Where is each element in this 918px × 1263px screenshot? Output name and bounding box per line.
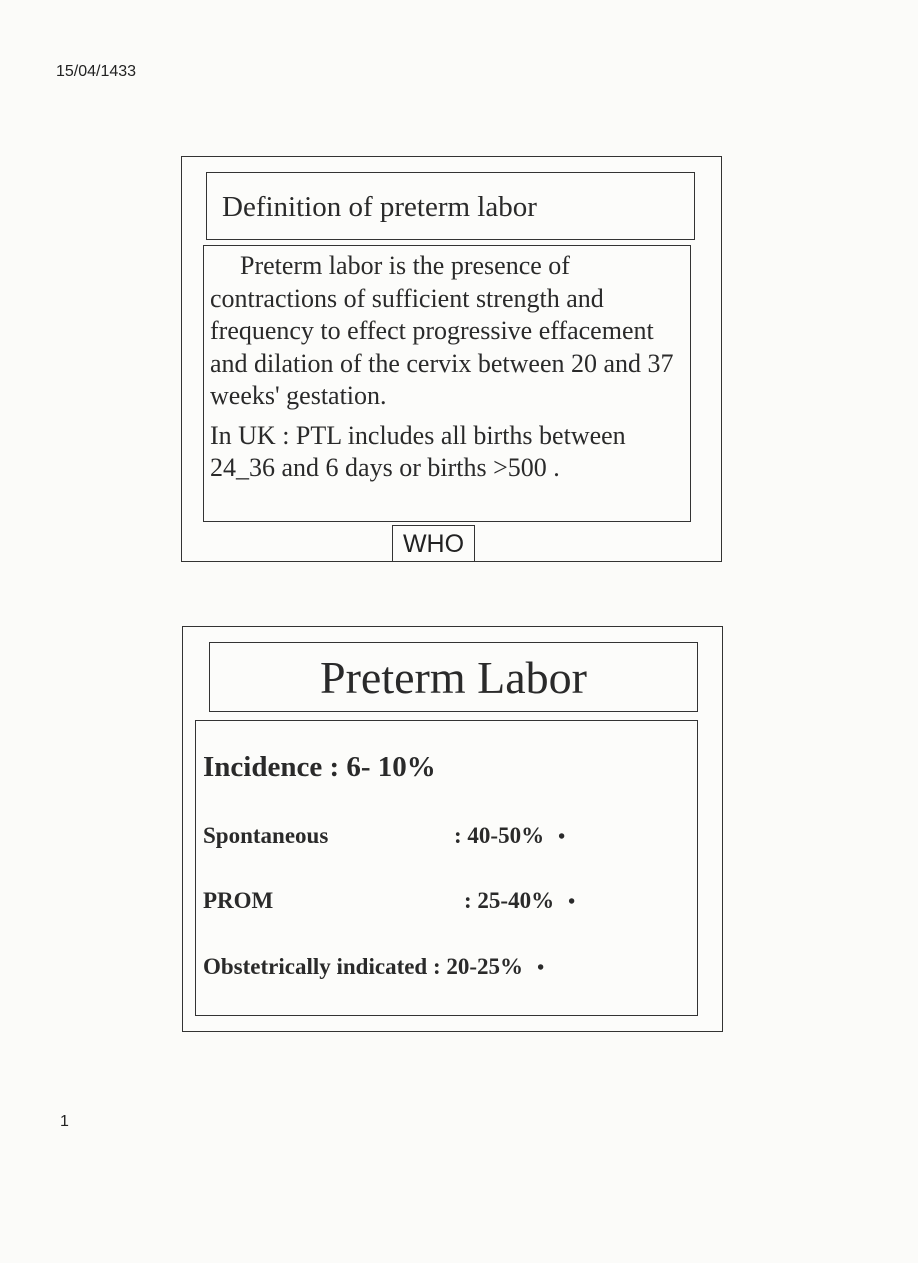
bullet: • (568, 891, 576, 913)
definition-paragraph: Preterm labor is the presence of contractions of sufficient strength and frequency to effect progressive effacement and dilation of the cervix between 20 and 37 weeks' gestation. (210, 251, 674, 410)
bullet: • (558, 826, 566, 848)
row-value: : 40-50% (454, 823, 545, 848)
row-label-spontaneous: Spontaneous (203, 823, 329, 848)
slide-title: Preterm Labor (320, 652, 587, 703)
row-label: Obstetrically indicated (203, 954, 428, 979)
row-label-prom: PROM (203, 888, 274, 913)
slide-title-box (209, 642, 698, 712)
slide-title-box (206, 172, 695, 240)
bullet: • (537, 957, 545, 979)
definition-text-box (203, 245, 691, 522)
page-number: 1 (60, 1113, 69, 1130)
who-label: WHO (392, 525, 475, 562)
row-value: : 20-25% (432, 954, 524, 979)
slide-title: Definition of preterm labor (222, 191, 537, 223)
slide-preterm-labor (182, 626, 723, 1032)
row-label-obstetric (203, 954, 544, 980)
incidence-heading: Incidence : 6- 10% (203, 751, 436, 783)
row-value-spontaneous (454, 823, 565, 849)
slide-definition (181, 156, 722, 562)
incidence-box (195, 720, 698, 1016)
row-value-prom (464, 888, 575, 914)
uk-definition-paragraph: In UK : PTL includes all births between 24_36 and 6 days or births >500 . (210, 420, 626, 482)
document-date: 15/04/1433 (56, 63, 137, 80)
row-value: : 25-40% (464, 888, 555, 913)
